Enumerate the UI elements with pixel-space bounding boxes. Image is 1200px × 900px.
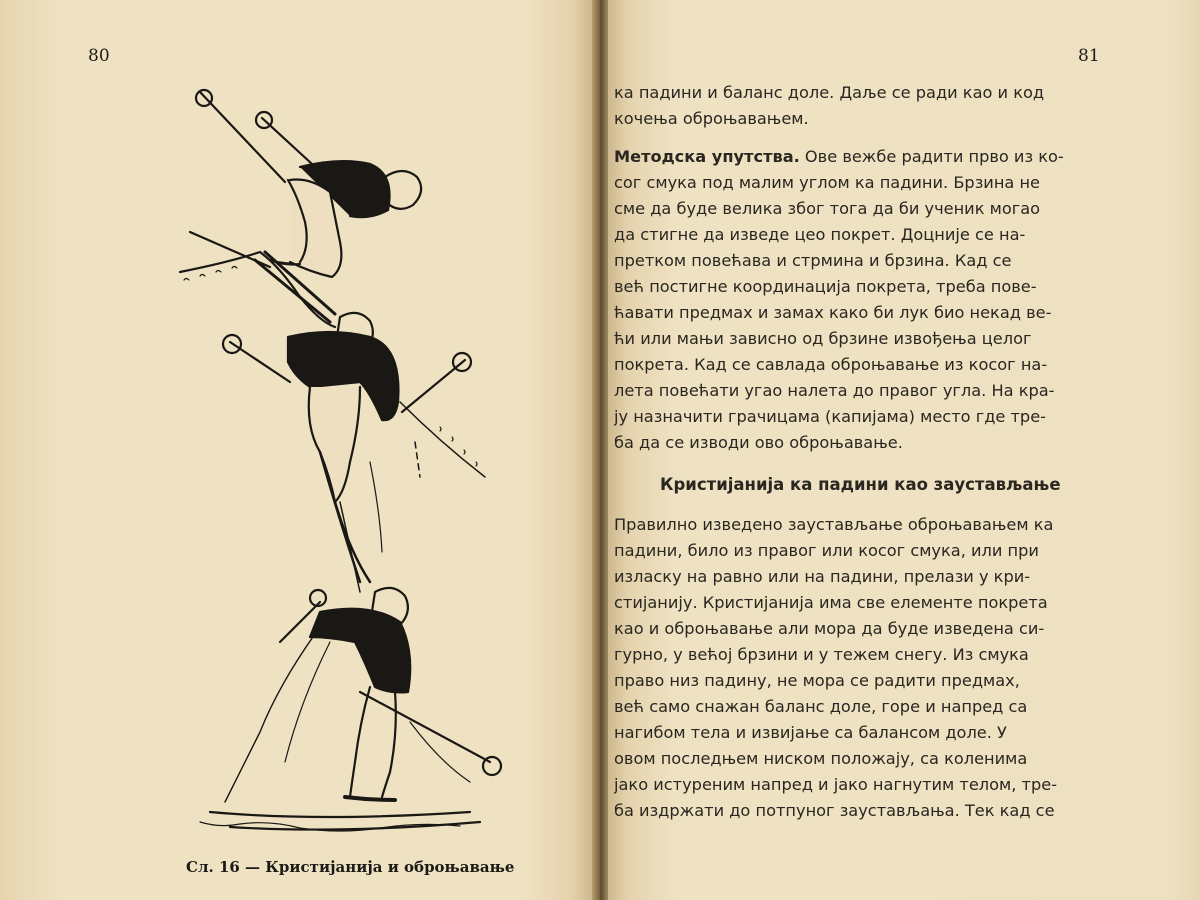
text-line: лета повећати угао налета до правог угла. На кра- xyxy=(614,381,1055,400)
lead-in-rest: Ове вежбе радити прво из ко- xyxy=(799,147,1064,166)
text-line: изласку на равно или на падини, прелази у кри- xyxy=(614,567,1031,586)
text-line: да стигне да изведе цео покрет. Доцније се на- xyxy=(614,225,1026,244)
text-line: ћи или мањи зависно од брзине извођења целог xyxy=(614,329,1032,348)
section-heading: Кристијанија ка падини као заустављање xyxy=(660,475,1061,494)
text-line: као и оброњавање али мора да буде изведена си- xyxy=(614,619,1045,638)
text-line: право низ падину, не мора се радити предмах, xyxy=(614,671,1020,690)
text-line: ћавати предмах и замах како би лук био некад ве- xyxy=(614,303,1052,322)
text-line: стијанију. Кристијанија има све елементе покрета xyxy=(614,593,1048,612)
text-line: Правилно изведено заустављање оброњавањем ка xyxy=(614,515,1054,534)
text-line: падини, било из правог или косог смука, или при xyxy=(614,541,1039,560)
text-line-first xyxy=(614,144,1100,170)
text-line: покрета. Кад се савлада оброњавање из косог на- xyxy=(614,355,1048,374)
figure-caption: Сл. 16 — Кристијанија и оброњавање xyxy=(186,858,515,876)
text-line: сог смука под малим углом ка падини. Брзина не xyxy=(614,173,1041,192)
text-line: јако истуреним напред и јако нагнутим телом, тре- xyxy=(614,775,1058,794)
text-line: ју назначити грачицама (капијама) место где тре- xyxy=(614,407,1046,426)
text-line: већ постигне координација покрета, треба пове- xyxy=(614,277,1037,296)
text-line: нагибом тела и извијање са балансом доле. У xyxy=(614,723,1007,742)
skier-figure-top xyxy=(180,90,421,327)
text-line: кочења оброњавањем. xyxy=(614,109,809,128)
text-line: гурно, у већој брзини и у тежем снегу. Из смука xyxy=(614,645,1029,664)
text-line: сме да буде велика због тога да би ученик могао xyxy=(614,199,1041,218)
skier-figure-bottom xyxy=(200,588,501,831)
left-page-number: 80 xyxy=(88,46,110,66)
right-page-number: 81 xyxy=(1078,46,1100,66)
text-line: ка падини и баланс доле. Даље се ради као и код xyxy=(614,83,1045,102)
book-gutter xyxy=(592,0,608,900)
text-line: ба да се изводи ово оброњавање. xyxy=(614,433,903,452)
paragraph-methodical-instructions xyxy=(614,144,1100,456)
skier-figure-middle xyxy=(223,313,485,592)
text-line: овом последњем ниском положају, са коленима xyxy=(614,749,1028,768)
text-line: већ само снажан баланс доле, горе и напред са xyxy=(614,697,1028,716)
text-line: ба издржати до потпуног заустављања. Тек кад се xyxy=(614,801,1055,820)
lead-in-bold: Методска упутства. xyxy=(614,147,800,166)
text-line: претком повећава и стрмина и брзина. Кад се xyxy=(614,251,1012,270)
paragraph-continuation xyxy=(614,80,1100,132)
skiing-illustration xyxy=(170,82,530,852)
paragraph-christiania xyxy=(614,512,1100,824)
